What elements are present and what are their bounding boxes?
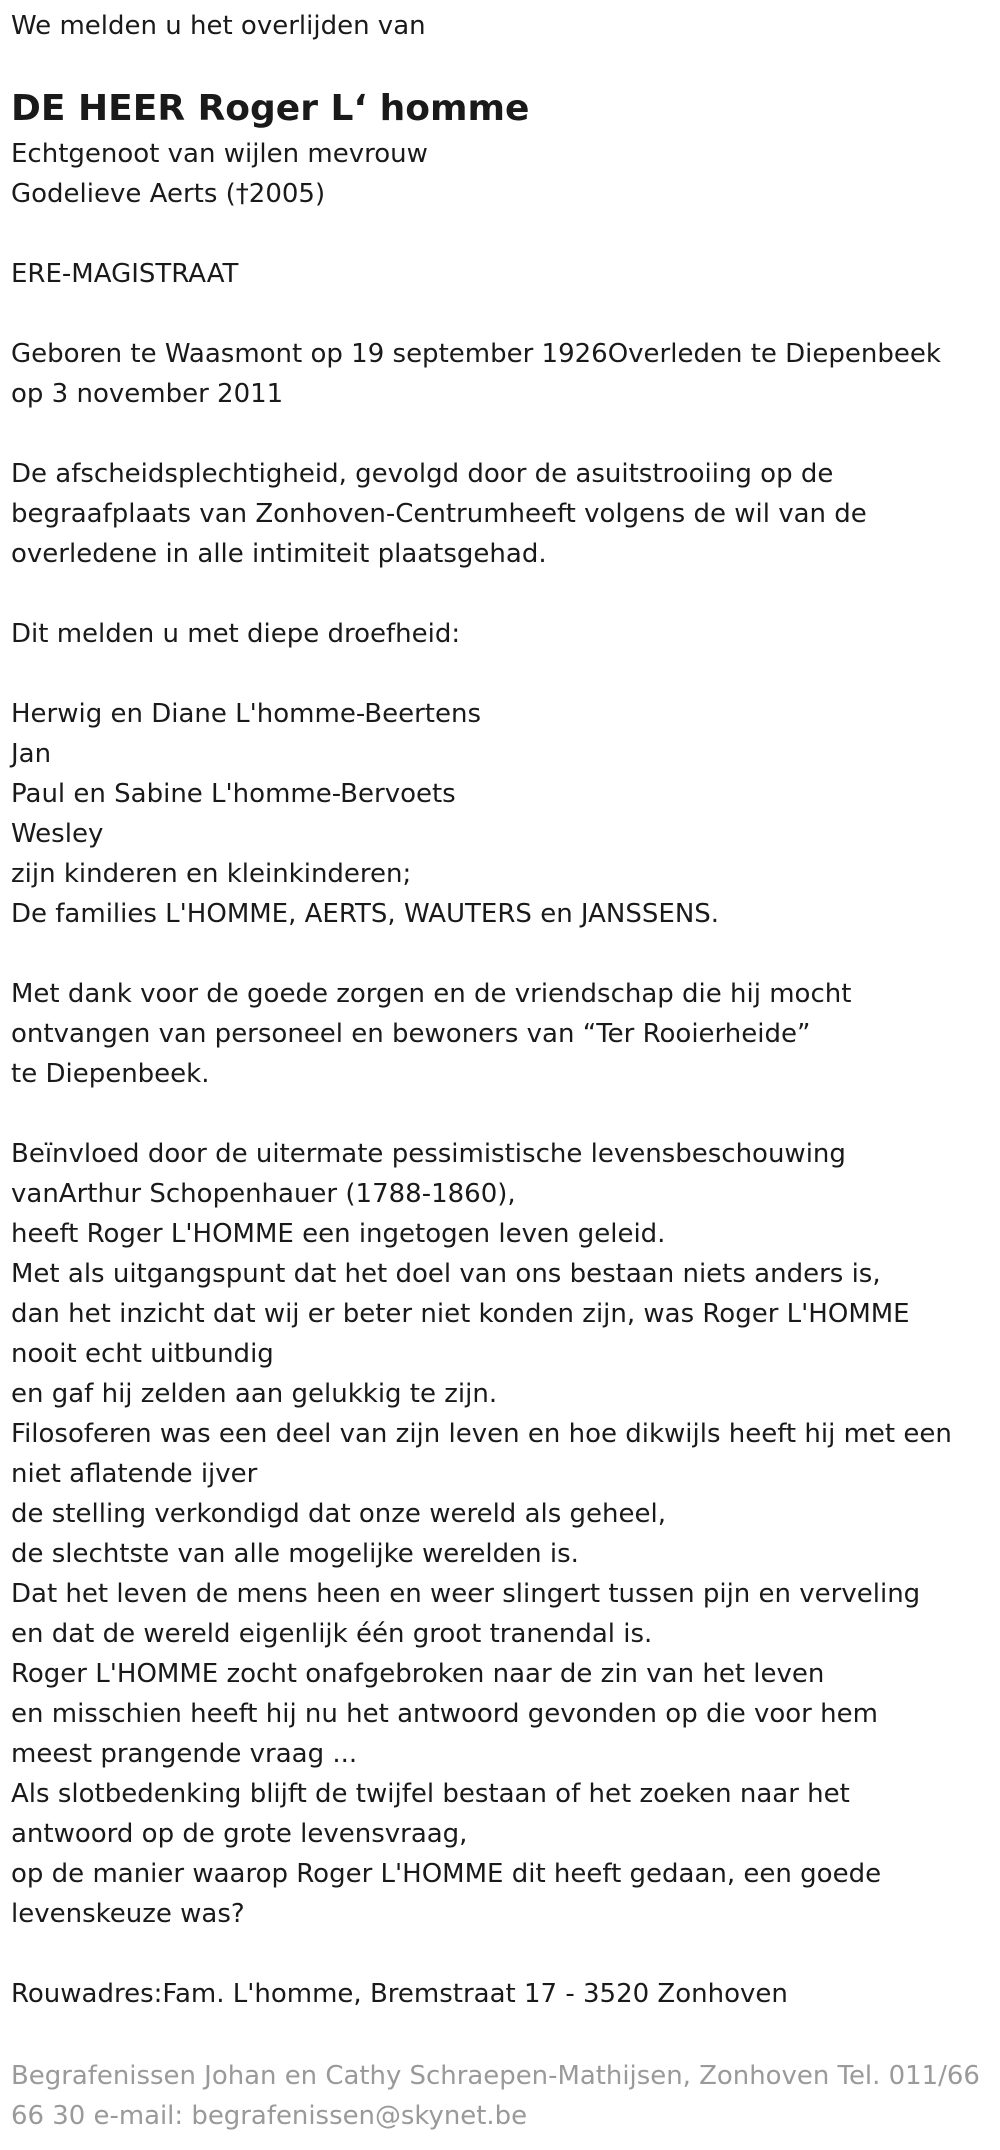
body-line: zijn kinderen en kleinkinderen; <box>11 859 412 889</box>
body-line: Paul en Sabine L'homme-Bervoets <box>11 779 456 809</box>
body-line: dan het inzicht dat wij er beter niet konden zijn, was Roger L'HOMME <box>11 1299 910 1329</box>
body-line: Met dank voor de goede zorgen en de vriendschap die hij mocht <box>11 979 852 1009</box>
body-line: begraafplaats van Zonhoven-Centrumheeft volgens de wil van de <box>11 499 867 529</box>
funeral-home-footer <box>11 2056 991 2136</box>
body-line: Echtgenoot van wijlen mevrouw <box>11 139 428 169</box>
body-line <box>11 574 989 614</box>
body-line <box>11 214 989 254</box>
intro-text: We melden u het overlijden van <box>11 11 426 41</box>
body-line: ERE-MAGISTRAAT <box>11 259 239 289</box>
body-line <box>11 414 989 454</box>
body-line: Rouwadres:Fam. L'homme, Bremstraat 17 - 3520 Zonhoven <box>11 1979 788 2009</box>
body-line: nooit echt uitbundig <box>11 1339 274 1369</box>
obituary-body <box>11 134 989 2014</box>
body-line <box>11 1094 989 1134</box>
body-line: op 3 november 2011 <box>11 379 284 409</box>
body-line: vanArthur Schopenhauer (1788-1860), <box>11 1179 516 1209</box>
body-line: en dat de wereld eigenlijk één groot tranendal is. <box>11 1619 653 1649</box>
body-line: Herwig en Diane L'homme-Beertens <box>11 699 482 729</box>
body-line: Dat het leven de mens heen en weer slingert tussen pijn en verveling <box>11 1579 921 1609</box>
body-line: de slechtste van alle mogelijke werelden is. <box>11 1539 579 1569</box>
body-line: antwoord op de grote levensvraag, <box>11 1819 468 1849</box>
footer-line: Begrafenissen Johan en Cathy Schraepen-Mathijsen, Zonhoven Tel. 011/66 <box>11 2061 980 2091</box>
body-line <box>11 294 989 334</box>
body-line: op de manier waarop Roger L'HOMME dit heeft gedaan, een goede <box>11 1859 882 1889</box>
body-line: Filosoferen was een deel van zijn leven en hoe dikwijls heeft hij met een <box>11 1419 952 1449</box>
body-line: Wesley <box>11 819 104 849</box>
deceased-name: DE HEER Roger L‘ homme <box>11 88 530 129</box>
body-line: meest prangende vraag ... <box>11 1739 358 1769</box>
body-line: overledene in alle intimiteit plaatsgehad. <box>11 539 547 569</box>
body-line: ontvangen van personeel en bewoners van “Ter Rooierheide” <box>11 1019 811 1049</box>
body-line: levenskeuze was? <box>11 1899 245 1929</box>
body-line: Geboren te Waasmont op 19 september 1926Overleden te Diepenbeek <box>11 339 941 369</box>
body-line <box>11 934 989 974</box>
body-line: Jan <box>11 739 52 769</box>
body-line: en misschien heeft hij nu het antwoord gevonden op die voor hem <box>11 1699 878 1729</box>
body-line <box>11 654 989 694</box>
body-line: te Diepenbeek. <box>11 1059 210 1089</box>
body-line: Godelieve Aerts (†2005) <box>11 179 326 209</box>
footer-line: 66 30 e-mail: begrafenissen@skynet.be <box>11 2101 528 2131</box>
body-line: en gaf hij zelden aan gelukkig te zijn. <box>11 1379 498 1409</box>
body-line: heeft Roger L'HOMME een ingetogen leven geleid. <box>11 1219 666 1249</box>
body-line: De afscheidsplechtigheid, gevolgd door de asuitstrooiing op de <box>11 459 834 489</box>
body-line: de stelling verkondigd dat onze wereld als geheel, <box>11 1499 666 1529</box>
body-line: Dit melden u met diepe droefheid: <box>11 619 461 649</box>
body-line: niet aflatende ijver <box>11 1459 258 1489</box>
body-line: Met als uitgangspunt dat het doel van ons bestaan niets anders is, <box>11 1259 881 1289</box>
body-line: Beïnvloed door de uitermate pessimistische levensbeschouwing <box>11 1139 846 1169</box>
body-line: Roger L'HOMME zocht onafgebroken naar de zin van het leven <box>11 1659 825 1689</box>
body-line <box>11 1934 989 1974</box>
body-line: De families L'HOMME, AERTS, WAUTERS en JANSSENS. <box>11 899 720 929</box>
body-line: Als slotbedenking blijft de twijfel bestaan of het zoeken naar het <box>11 1779 850 1809</box>
